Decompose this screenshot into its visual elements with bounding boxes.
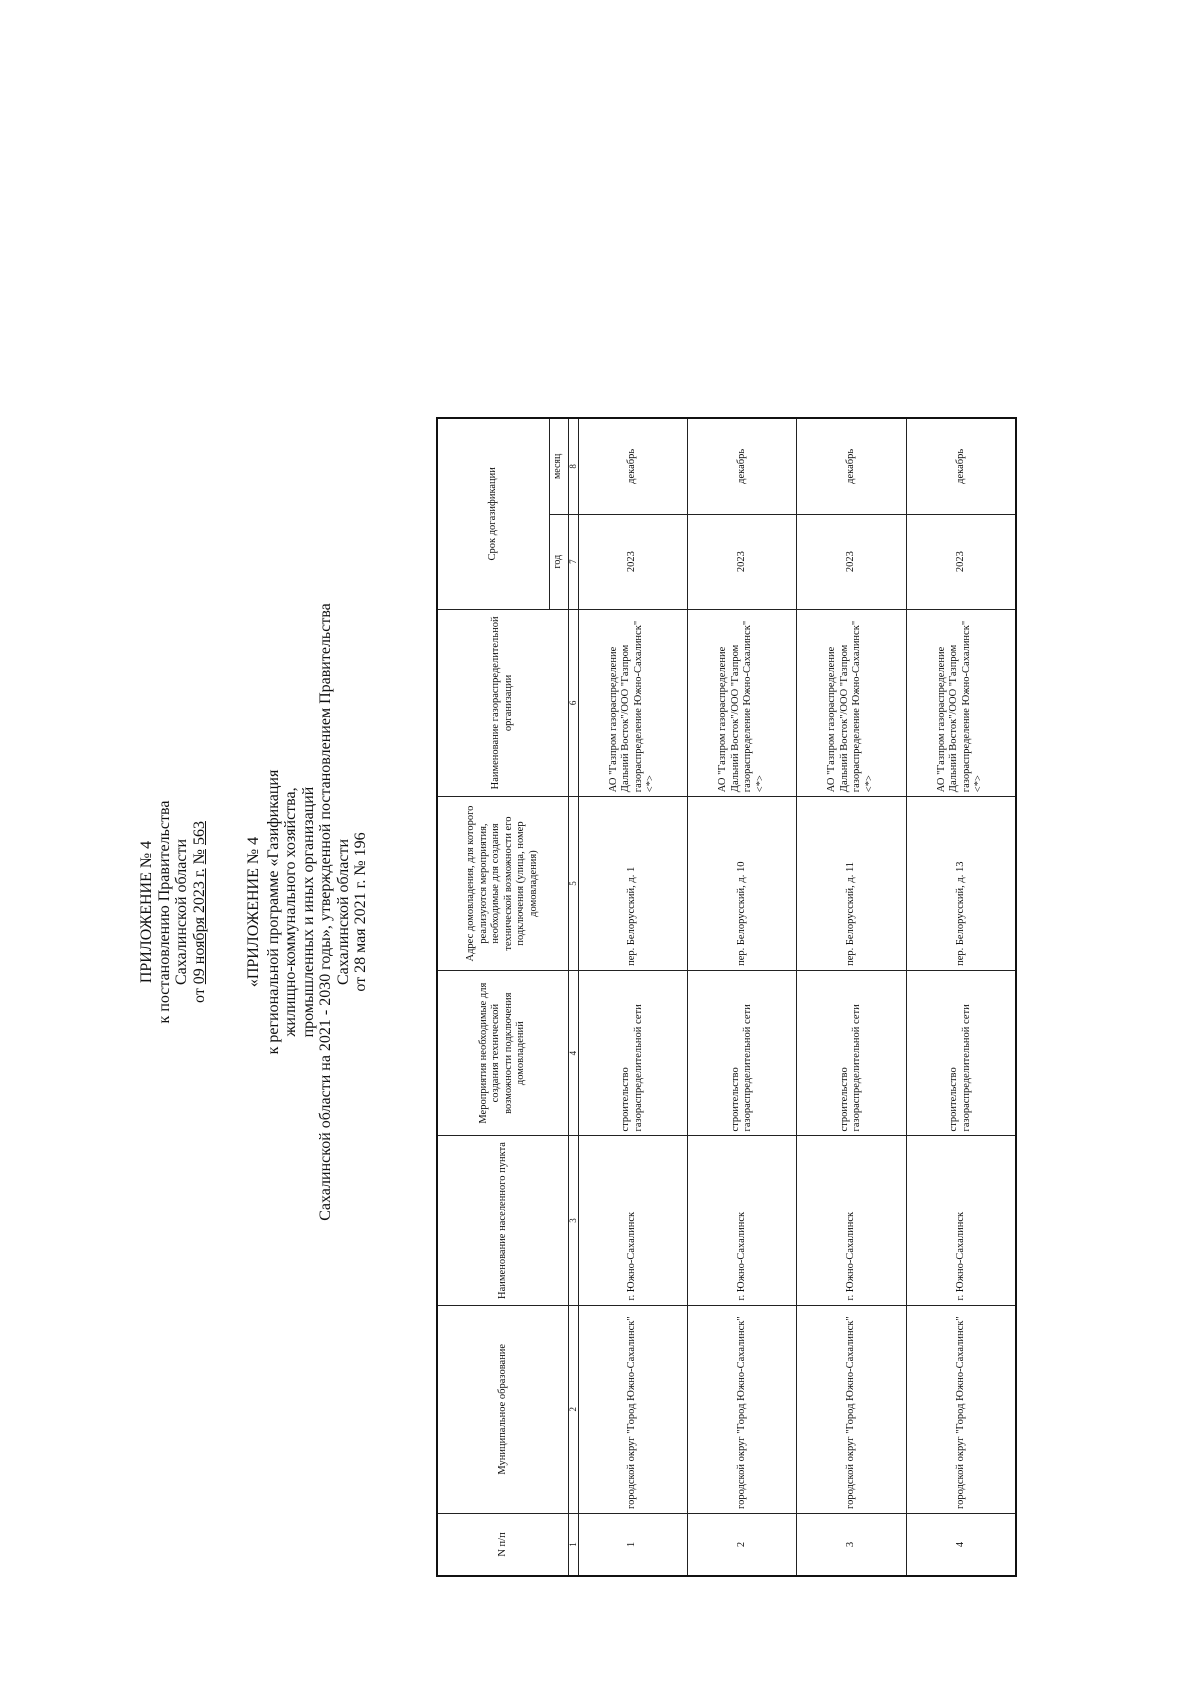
month-cell: декабрь: [906, 418, 1016, 514]
resolution-date: 09 ноября 2023 г.: [190, 868, 208, 985]
region-name: Сахалинской области: [173, 838, 190, 986]
organization-cell: АО "Газпром газораспределение Дальний Восток"/ООО "Газпром газораспределение Южно-Сахалинск" <*>: [906, 609, 1016, 797]
resolution-block: [138, 122, 208, 1702]
program-line: промышленных и иных организаций: [299, 786, 317, 1038]
row-number: 2: [687, 1513, 796, 1576]
month-cell: декабрь: [687, 418, 796, 514]
column-number: 8: [568, 418, 578, 514]
program-line: от 28 мая 2021 г. № 196: [352, 832, 369, 992]
measure-cell: строительство газораспределительной сети: [797, 970, 906, 1136]
municipality-cell: городской округ "Город Южно-Сахалинск": [578, 1305, 687, 1513]
gasification-table: [436, 417, 1017, 1577]
table-row: [687, 418, 796, 1576]
table-row: [797, 418, 906, 1576]
measure-cell: строительство газораспределительной сети: [687, 970, 796, 1136]
number-prefix: №: [190, 849, 208, 865]
month-cell: декабрь: [797, 418, 906, 514]
appendix-title: ПРИЛОЖЕНИЕ № 4: [138, 840, 155, 984]
program-line: жилищно-коммунального хозяйства,: [282, 787, 299, 1037]
measure-cell: строительство газораспределительной сети: [578, 970, 687, 1136]
subcolumn-header: месяц: [549, 418, 568, 514]
resolution-date-line: [191, 122, 209, 1702]
year-cell: 2023: [797, 514, 906, 609]
settlement-cell: г. Южно-Сахалинск: [578, 1136, 687, 1305]
address-cell: пер. Белорусский, д. 13: [906, 797, 1016, 971]
municipality-cell: городской округ "Город Южно-Сахалинск": [797, 1305, 906, 1513]
column-header: Мероприятия необходимые для создания технической возможности подключения домовладений: [437, 970, 568, 1136]
column-number-row: [568, 418, 578, 1576]
program-line: Сахалинской области на 2021 - 2030 годы», утвержденной постановлением Правительства: [317, 603, 334, 1221]
year-cell: 2023: [687, 514, 796, 609]
address-cell: пер. Белорусский, д. 1: [578, 797, 687, 971]
column-number: 1: [568, 1513, 578, 1576]
column-number: 3: [568, 1136, 578, 1305]
column-number: 7: [568, 514, 578, 609]
column-number: 4: [568, 970, 578, 1136]
settlement-cell: г. Южно-Сахалинск: [906, 1136, 1016, 1305]
resolution-ref: к постановлению Правительства: [155, 800, 173, 1024]
date-prefix: от: [190, 988, 208, 1003]
column-header: Срок догазификации: [437, 418, 549, 609]
address-cell: пер. Белорусский, д. 11: [797, 797, 906, 971]
column-header: Наименование населенного пункта: [437, 1136, 568, 1305]
program-appendix-title: «ПРИЛОЖЕНИЕ № 4: [245, 836, 262, 988]
organization-cell: АО "Газпром газораспределение Дальний Восток"/ООО "Газпром газораспределение Южно-Сахалинск" <*>: [797, 609, 906, 797]
measure-cell: строительство газораспределительной сети: [906, 970, 1016, 1136]
municipality-cell: городской округ "Город Южно-Сахалинск": [906, 1305, 1016, 1513]
program-line: Сахалинской области: [334, 838, 352, 986]
address-cell: пер. Белорусский, д. 10: [687, 797, 796, 971]
column-header: Муниципальное образование: [437, 1305, 568, 1513]
settlement-cell: г. Южно-Сахалинск: [797, 1136, 906, 1305]
column-number: 5: [568, 797, 578, 971]
column-number: 6: [568, 609, 578, 797]
table-row: [578, 418, 687, 1576]
column-header: Наименование газораспределительной организации: [437, 609, 568, 797]
settlement-cell: г. Южно-Сахалинск: [687, 1136, 796, 1305]
table-header-row: [437, 418, 549, 1576]
column-number: 2: [568, 1305, 578, 1513]
row-number: 4: [906, 1513, 1016, 1576]
program-line: к региональной программе «Газификация: [264, 769, 282, 1055]
row-number: 3: [797, 1513, 906, 1576]
resolution-number: 563: [190, 821, 208, 846]
program-block: [245, 122, 370, 1702]
subcolumn-header: год: [549, 514, 568, 609]
document-page: [0, 122, 1200, 1702]
table-row: [906, 418, 1016, 1576]
column-header: Адрес домовладения, для которого реализуются мероприятия, необходимые для создания технической возможности его подключения (улица, номер домовладения): [437, 797, 568, 971]
municipality-cell: городской округ "Город Южно-Сахалинск": [687, 1305, 796, 1513]
row-number: 1: [578, 1513, 687, 1576]
organization-cell: АО "Газпром газораспределение Дальний Восток"/ООО "Газпром газораспределение Южно-Сахалинск" <*>: [578, 609, 687, 797]
year-cell: 2023: [906, 514, 1016, 609]
column-header: N п/п: [437, 1513, 568, 1576]
year-cell: 2023: [578, 514, 687, 609]
organization-cell: АО "Газпром газораспределение Дальний Восток"/ООО "Газпром газораспределение Южно-Сахалинск" <*>: [687, 609, 796, 797]
month-cell: декабрь: [578, 418, 687, 514]
